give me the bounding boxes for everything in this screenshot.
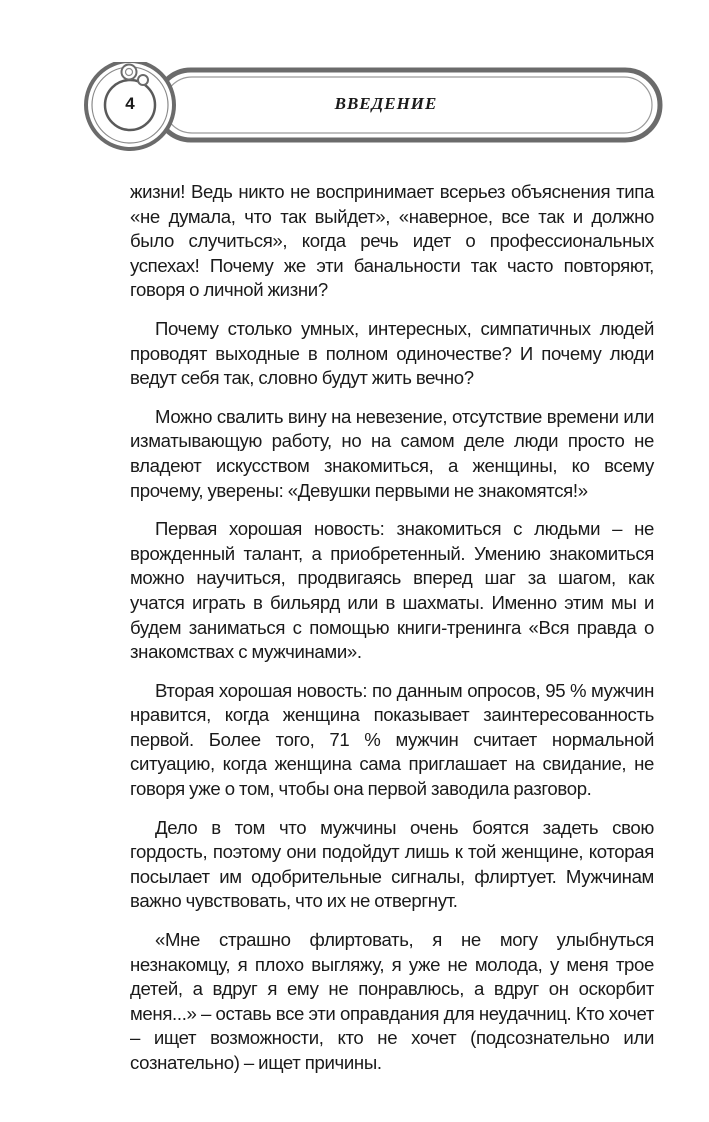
paragraph: Первая хорошая новость: знакомиться с людьми – не врожденный талант, а приобретенный. Умению знакомиться можно научиться, продвигаясь вперед шаг за шагом, как учатся играть в бильярд или в шахматы. Именно этим мы и будем заниматься с помощью книги-тренинга «Вся правда о знакомствах с мужчинами».	[130, 518, 654, 663]
paragraph: Вторая хорошая новость: по данным опросов, 95 % мужчин нравится, когда женщина показывает заинтересованность первой. Более того, 71 % мужчин считает нормальной ситуацию, когда женщина сама приглашает на свидание, не говоря уже о том, чтобы она первой заводила разговор.	[130, 679, 654, 800]
paragraph: жизни! Ведь никто не воспринимает всерьез объяснения типа «не думала, что так выйдет», «наверное, все так и должно было случиться», когда речь идет о профессиональных успехах! Почему же эти банальности так часто повторяют, говоря о личной жизни?	[130, 181, 654, 301]
body-text	[130, 180, 654, 1090]
section-title: ВВЕДЕНИЕ	[334, 94, 438, 113]
paragraph: Почему столько умных, интересных, симпатичных людей проводят выходные в полном одиночестве? И почему люди ведут себя так, словно будут жить вечно?	[130, 317, 654, 389]
running-header	[76, 62, 666, 152]
page-number: 4	[125, 94, 135, 113]
paragraph: Дело в том что мужчины очень боятся задеть свою гордость, поэтому они подойдут лишь к той женщине, которая посылает им одобрительные сигналы, флиртует. Мужчинам важно чувствовать, что их не отвергнут.	[130, 816, 654, 912]
paragraph: Можно свалить вину на невезение, отсутствие времени или изматывающую работу, но на самом деле люди просто не владеют искусством знакомиться, а женщины, ко всему прочему, уверены: «Девушки первыми не знакомятся!»	[130, 405, 654, 501]
paragraph: «Мне страшно флиртовать, я не могу улыбнуться незнакомцу, я плохо выгляжу, я уже не молода, у меня трое детей, а вдруг я ему не понравлюсь, а вдруг он оскорбит меня...» – оставь все эти оправдания для неудачниц. Кто хочет – ищет возможности, кто не хочет (подсознательно или сознательно) – ищет причины.	[130, 929, 654, 1073]
